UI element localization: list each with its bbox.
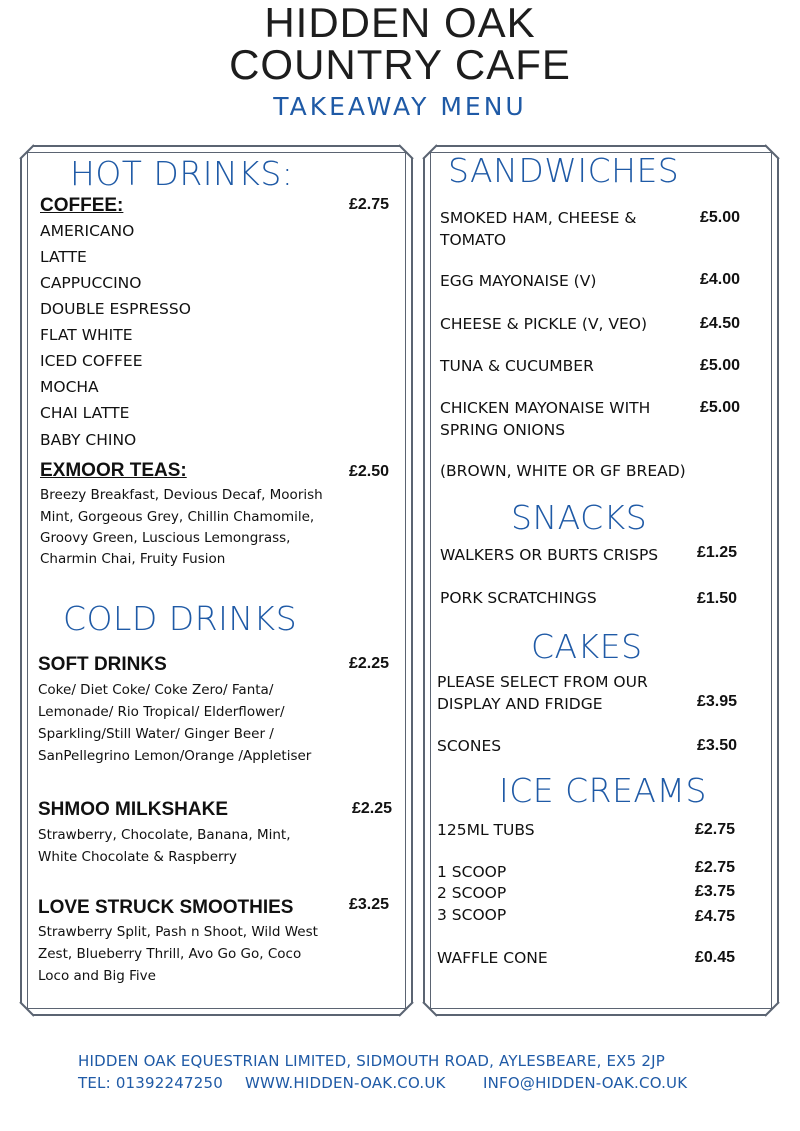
sandwich-item-line: TUNA & CUCUMBER (440, 357, 594, 375)
snack-price: £1.50 (697, 590, 738, 607)
snacks-heading: SNACKS (511, 498, 648, 537)
ice-cream-price: £4.75 (695, 908, 736, 925)
sandwich-price: £5.00 (700, 209, 741, 226)
cake-item-line: SCONES (437, 737, 502, 755)
sandwich-price: £5.00 (700, 357, 741, 374)
sandwich-price: £5.00 (700, 399, 741, 416)
sandwich-item-line: SPRING ONIONS (440, 421, 566, 439)
coffee-item: CHAI LATTE (40, 404, 130, 422)
cake-price: £3.95 (697, 693, 738, 710)
cake-item-line: PLEASE SELECT FROM OUR (437, 673, 648, 691)
teas-description-line: Groovy Green, Luscious Lemongrass, (40, 530, 291, 546)
sandwich-price: £4.50 (700, 315, 741, 332)
ice-cream-item: 3 SCOOP (437, 906, 507, 924)
sandwich-item-line: SMOKED HAM, CHEESE & (440, 209, 637, 227)
smoothies-description-line: Strawberry Split, Pash n Shoot, Wild West (38, 924, 318, 940)
ice-cream-item: 125ML TUBS (437, 821, 535, 839)
teas-label: EXMOOR TEAS: (40, 460, 187, 481)
coffee-item: MOCHA (40, 378, 99, 396)
cake-price: £3.50 (697, 737, 738, 754)
ice-cream-item: 1 SCOOP (437, 863, 507, 881)
milkshake-description-line: White Chocolate & Raspberry (38, 849, 237, 865)
coffee-item: FLAT WHITE (40, 326, 133, 344)
ice-cream-price: £2.75 (695, 821, 736, 838)
coffee-item: CAPPUCCINO (40, 274, 142, 292)
coffee-label: COFFEE: (40, 195, 124, 216)
coffee-price: £2.75 (349, 196, 390, 213)
teas-price: £2.50 (349, 463, 390, 480)
smoothies-description-line: Loco and Big Five (38, 968, 156, 984)
snack-item: PORK SCRATCHINGS (440, 589, 597, 607)
cold-drinks-heading: COLD DRINKS (63, 599, 298, 638)
soft-drinks-price: £2.25 (349, 655, 390, 672)
snack-item: WALKERS OR BURTS CRISPS (440, 546, 659, 564)
teas-description-line: Charmin Chai, Fruity Fusion (40, 551, 226, 567)
sandwich-item-line: TOMATO (440, 231, 507, 249)
teas-description-line: Breezy Breakfast, Devious Decaf, Moorish (40, 487, 323, 503)
soft-drinks-description-line: Sparkling/Still Water/ Ginger Beer / (38, 726, 274, 742)
ice-cream-item: 2 SCOOP (437, 884, 507, 902)
sandwich-price: £4.00 (700, 271, 741, 288)
footer-phone: TEL: 01392247250 (78, 1074, 223, 1092)
ice-cream-item: WAFFLE CONE (437, 949, 548, 967)
footer-address: HIDDEN OAK EQUESTRIAN LIMITED, SIDMOUTH ROAD, AYLESBEARE, EX5 2JP (78, 1052, 665, 1070)
soft-drinks-description-line: SanPellegrino Lemon/Orange /Appletiser (38, 748, 312, 764)
soft-drinks-description-line: Lemonade/ Rio Tropical/ Elderflower/ (38, 704, 285, 720)
menu-subtitle: TAKEAWAY MENU (273, 92, 527, 121)
milkshake-description-line: Strawberry, Chocolate, Banana, Mint, (38, 827, 291, 843)
sandwich-item-line: CHEESE & PICKLE (V, VEO) (440, 315, 648, 333)
coffee-item: ICED COFFEE (40, 352, 143, 370)
smoothies-price: £3.25 (349, 896, 390, 913)
sandwich-item-line: EGG MAYONAISE (V) (440, 272, 597, 290)
sandwich-item-line: CHICKEN MAYONAISE WITH (440, 399, 651, 417)
cafe-title-line2: COUNTRY CAFE (229, 41, 571, 88)
milkshake-label: SHMOO MILKSHAKE (38, 799, 228, 820)
soft-drinks-description-line: Coke/ Diet Coke/ Coke Zero/ Fanta/ (38, 682, 274, 698)
smoothies-label: LOVE STRUCK SMOOTHIES (38, 897, 294, 918)
footer-email-link[interactable]: INFO@HIDDEN-OAK.CO.UK (483, 1074, 688, 1092)
soft-drinks-label: SOFT DRINKS (38, 654, 167, 675)
coffee-item: LATTE (40, 248, 87, 266)
ice-cream-price: £0.45 (695, 949, 736, 966)
coffee-item: DOUBLE ESPRESSO (40, 300, 191, 318)
ice-cream-price: £3.75 (695, 883, 736, 900)
footer-website-link[interactable]: WWW.HIDDEN-OAK.CO.UK (245, 1074, 446, 1092)
teas-description-line: Mint, Gorgeous Grey, Chillin Chamomile, (40, 509, 315, 525)
hot-drinks-heading: HOT DRINKS: (70, 154, 294, 193)
coffee-item: BABY CHINO (40, 431, 137, 449)
sandwiches-heading: SANDWICHES (448, 151, 680, 190)
coffee-item: AMERICANO (40, 222, 135, 240)
cakes-heading: CAKES (531, 627, 643, 666)
cake-item-line: DISPLAY AND FRIDGE (437, 695, 603, 713)
cafe-title-line1: HIDDEN OAK (264, 0, 536, 46)
snack-price: £1.25 (697, 544, 738, 561)
ice-creams-heading: ICE CREAMS (499, 771, 707, 810)
bread-note: (BROWN, WHITE OR GF BREAD) (440, 462, 686, 480)
ice-cream-price: £2.75 (695, 859, 736, 876)
milkshake-price: £2.25 (352, 800, 393, 817)
smoothies-description-line: Zest, Blueberry Thrill, Avo Go Go, Coco (38, 946, 302, 962)
